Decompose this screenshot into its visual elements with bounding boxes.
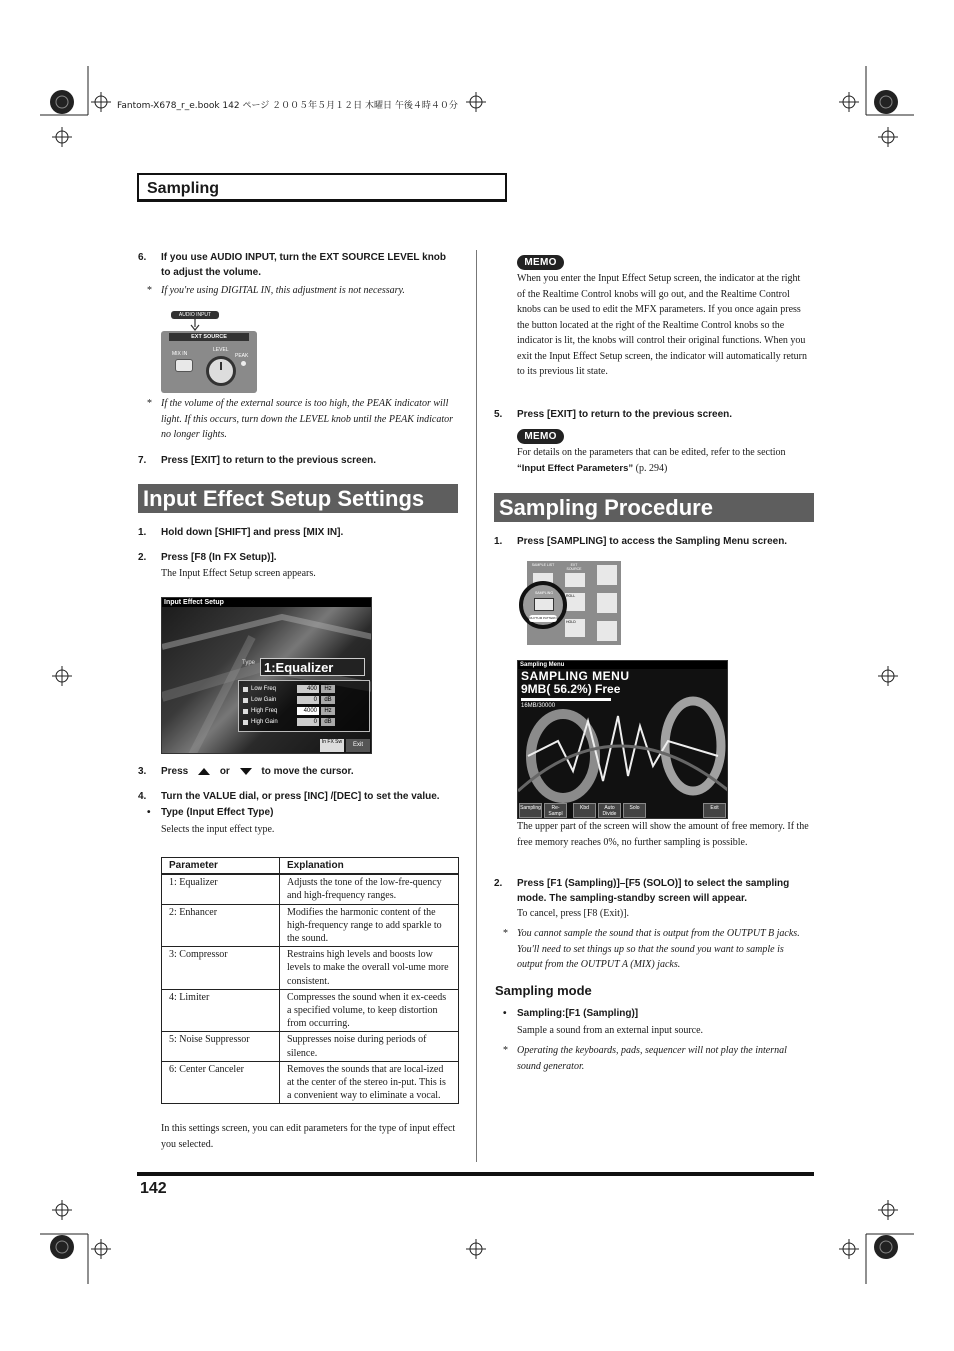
note-output-b: * You cannot sample the sound that is output from the OUTPUT B jacks. You'll need to set things up so that the sound you want to sample is output from the OUTPUT A (MIX) jacks. bbox=[503, 928, 800, 970]
lcd-title: Input Effect Setup bbox=[162, 598, 372, 607]
cursor-up-icon bbox=[197, 766, 211, 776]
sampling-button[interactable] bbox=[534, 598, 554, 611]
lcd-type-label: Type bbox=[242, 660, 256, 666]
step-3-left: 3. Press or to move the cursor. bbox=[138, 766, 354, 777]
step-7: 7. Press [EXIT] to return to the previous screen. bbox=[138, 455, 377, 466]
memo-badge-2: MEMO bbox=[517, 429, 564, 444]
table-header-explanation: Explanation bbox=[280, 858, 459, 875]
sampling-screen-button[interactable]: Kbd bbox=[573, 803, 596, 818]
note-digital-in: * If you're using DIGITAL IN, this adjustment is not necessary. bbox=[147, 285, 405, 296]
label-sample-list: SAMPLE LIST bbox=[531, 563, 555, 567]
page-number: 142 bbox=[140, 1180, 167, 1197]
lcd-param-label: High Freq bbox=[251, 708, 278, 714]
label-roll: ROLL bbox=[566, 594, 576, 598]
table-row bbox=[162, 874, 459, 904]
lcd-param-row[interactable] bbox=[243, 718, 363, 727]
input-effect-setup-screen bbox=[161, 597, 372, 754]
sampling-screen-big-title: SAMPLING MENU bbox=[521, 669, 630, 683]
table-cell-explanation: Compresses the sound when it ex-ceeds a specified volume, to keep distortion from occurring. bbox=[280, 989, 459, 1032]
sampling-screen-button[interactable]: Exit bbox=[703, 803, 726, 818]
table-row bbox=[162, 989, 459, 1032]
step-4-left: 4. Turn the VALUE dial, or press [INC] /[DEC] to set the value. bbox=[138, 791, 440, 802]
label-ext-source: EXT SOURCE bbox=[566, 563, 582, 571]
lcd-checkbox[interactable] bbox=[243, 709, 248, 714]
arrow-down-icon bbox=[189, 319, 201, 331]
lcd-param-row[interactable] bbox=[243, 696, 363, 705]
bullet-sampling-desc: Sample a sound from an external input source. bbox=[517, 1025, 704, 1036]
sampling-menu-screen bbox=[517, 660, 728, 819]
ext-source-button[interactable] bbox=[565, 573, 585, 587]
step-6: 6. If you use AUDIO INPUT, turn the EXT SOURCE LEVEL knob to adjust the volume. bbox=[138, 252, 447, 278]
step-1-left: 1. Hold down [SHIFT] and press [MIX IN]. bbox=[138, 527, 344, 538]
ext-source-label: EXT SOURCE bbox=[169, 333, 249, 341]
note-keyboard: * Operating the keyboards, pads, sequencer will not play the internal sound generator. bbox=[503, 1045, 787, 1072]
section-title-box bbox=[137, 173, 507, 202]
table-cell-explanation: Suppresses noise during periods of silence. bbox=[280, 1032, 459, 1061]
lcd-param-box bbox=[238, 680, 370, 732]
lcd-param-value[interactable]: 4000 bbox=[297, 707, 319, 715]
memo-link-input-effect-params[interactable]: “Input Effect Parameters” bbox=[517, 462, 634, 474]
lcd-infx-button[interactable]: In FX Sw bbox=[320, 739, 344, 752]
mix-in-button[interactable] bbox=[175, 359, 193, 372]
table-cell-parameter: 5: Noise Suppressor bbox=[162, 1032, 280, 1061]
bullet-type-desc: Selects the input effect type. bbox=[161, 824, 275, 835]
memo-badge-1: MEMO bbox=[517, 255, 564, 270]
lcd-param-row[interactable] bbox=[243, 685, 363, 694]
table-cell-explanation: Restrains high levels and boosts low levels to make the overall vol-ume more consistent. bbox=[280, 947, 459, 990]
table-cell-parameter: 4: Limiter bbox=[162, 989, 280, 1032]
ext-source-panel bbox=[161, 309, 257, 393]
label-hold: HOLD bbox=[566, 620, 576, 624]
table-cell-parameter: 6: Center Canceler bbox=[162, 1061, 280, 1104]
bottom-rule bbox=[137, 1172, 814, 1176]
label-rhythm-pattern: RHYTHM PATTERN bbox=[529, 616, 557, 620]
table-row bbox=[162, 947, 459, 990]
level-knob[interactable] bbox=[206, 356, 236, 386]
step-5-right: 5. Press [EXIT] to return to the previous screen. bbox=[494, 409, 733, 420]
cursor-down-icon bbox=[239, 766, 253, 776]
step-2-right-desc: To cancel, press [F8 (Exit)]. bbox=[517, 908, 630, 919]
heading-sampling-procedure: Sampling Procedure bbox=[494, 493, 814, 522]
step-2-desc: The Input Effect Setup screen appears. bbox=[161, 568, 316, 579]
file-header: Fantom-X678_r_e.book 142 ページ ２００５年５月１２日 木曜日 午後４時４０分 bbox=[117, 101, 458, 111]
input-effect-table bbox=[161, 857, 459, 1104]
peak-label: PEAK bbox=[235, 353, 249, 359]
lcd-checkbox[interactable] bbox=[243, 698, 248, 703]
sampling-screen-button[interactable]: Solo bbox=[623, 803, 646, 818]
lcd-exit-button[interactable]: Exit bbox=[346, 739, 370, 752]
lcd-param-value[interactable]: 0 bbox=[297, 696, 319, 704]
memo-text-2: For details on the parameters that can be edited, refer to the section “Input Effect Parameters” (p. 294) bbox=[517, 447, 786, 474]
peak-indicator bbox=[241, 361, 246, 366]
lcd-checkbox[interactable] bbox=[243, 687, 248, 692]
note-peak: * If the volume of the external source is too high, the PEAK indicator will light. If this occurs, turn down the LEVEL knob until the PEAK indicator no longer lights. bbox=[147, 398, 454, 440]
lcd-param-unit: Hz bbox=[321, 685, 335, 693]
closing-paragraph: In this settings screen, you can edit parameters for the type of input effect you selected. bbox=[161, 1123, 456, 1150]
step-2-right: 2. Press [F1 (Sampling)]–[F5 (SOLO)] to select the sampling mode. The sampling-standby screen will appear. bbox=[494, 878, 790, 904]
memo-text-1: When you enter the Input Effect Setup screen, the indicator at the right of the Realtime Control knobs will go out, and the Realtime Control knobs can be used to edit the MFX parameters. If you once again press the button located at the right of the Realtime Control knobs so the indicator is lit, the knobs will control their original functions. When you exit the Input Effect Setup screen, the indicator will automatically return to its previous lit state. bbox=[517, 273, 807, 377]
lcd-param-value[interactable]: 0 bbox=[297, 718, 319, 726]
pad-button-3[interactable] bbox=[597, 621, 617, 641]
label-sampling: SAMPLING bbox=[534, 591, 554, 595]
sampling-screen-sub: 16MB/30000 bbox=[521, 703, 556, 709]
step-1-right: 1. Press [SAMPLING] to access the Sampling Menu screen. bbox=[494, 536, 788, 547]
lcd-checkbox[interactable] bbox=[243, 720, 248, 725]
level-label: LEVEL bbox=[213, 347, 229, 353]
table-cell-parameter: 2: Enhancer bbox=[162, 904, 280, 947]
table-cell-explanation: Removes the sounds that are local-ized at the center of the stereo in-put. This is a convenient way to eliminate a vocal. bbox=[280, 1061, 459, 1104]
lcd-param-label: High Gain bbox=[251, 719, 278, 725]
bullet-sampling: • Sampling:[F1 (Sampling)] bbox=[503, 1008, 639, 1019]
lcd-param-label: Low Gain bbox=[251, 697, 277, 703]
sampling-screen-button[interactable]: Re-Sampl bbox=[544, 803, 567, 818]
table-cell-explanation: Modifies the harmonic content of the high-frequency range to add sparkle to the sound. bbox=[280, 904, 459, 947]
sampling-screen-free-memory: 9MB( 56.2%) Free bbox=[521, 682, 621, 696]
table-cell-parameter: 1: Equalizer bbox=[162, 874, 280, 904]
pad-button-1[interactable] bbox=[597, 565, 617, 585]
lcd-param-label: Low Freq bbox=[251, 686, 277, 692]
lcd-param-unit: dB bbox=[321, 696, 335, 704]
sampling-screen-desc: The upper part of the screen will show the amount of free memory. If the free memory reaches 0%, no further sampling is possible. bbox=[517, 821, 809, 848]
sampling-screen-button[interactable]: Sampling bbox=[519, 803, 542, 818]
table-row bbox=[162, 1061, 459, 1104]
column-divider bbox=[476, 250, 477, 1162]
sampling-screen-title: Sampling Menu bbox=[518, 661, 728, 669]
sampling-button-panel bbox=[517, 561, 621, 647]
step-2-left: 2. Press [F8 (In FX Setup)]. bbox=[138, 552, 277, 563]
lcd-param-row[interactable] bbox=[243, 707, 363, 716]
table-row bbox=[162, 1032, 459, 1061]
lcd-param-unit: Hz bbox=[321, 707, 335, 715]
lcd-type-value[interactable]: 1:Equalizer bbox=[260, 658, 365, 676]
table-cell-parameter: 3: Compressor bbox=[162, 947, 280, 990]
pad-button-2[interactable] bbox=[597, 593, 617, 613]
lcd-param-unit: dB bbox=[321, 718, 335, 726]
panel-body bbox=[161, 331, 257, 393]
table-cell-explanation: Adjusts the tone of the low-fre-quency and high-frequency ranges. bbox=[280, 874, 459, 904]
mix-in-label: MIX IN bbox=[172, 351, 188, 357]
step-6-text: If you use AUDIO INPUT, turn the EXT SOURCE LEVEL knob to adjust the volume. bbox=[161, 252, 447, 278]
table-header-parameter: Parameter bbox=[162, 858, 280, 875]
table-row bbox=[162, 904, 459, 947]
heading-input-effect-setup: Input Effect Setup Settings bbox=[138, 484, 458, 513]
sampling-screen-button[interactable]: Auto Divide bbox=[598, 803, 621, 818]
lcd-param-value[interactable]: 400 bbox=[297, 685, 319, 693]
section-title: Sampling bbox=[147, 180, 220, 197]
audio-input-label: AUDIO INPUT bbox=[171, 311, 219, 319]
subhead-sampling-mode: Sampling mode bbox=[495, 983, 592, 998]
free-memory-bar bbox=[521, 698, 611, 701]
bullet-type: • Type (Input Effect Type) bbox=[147, 807, 274, 818]
